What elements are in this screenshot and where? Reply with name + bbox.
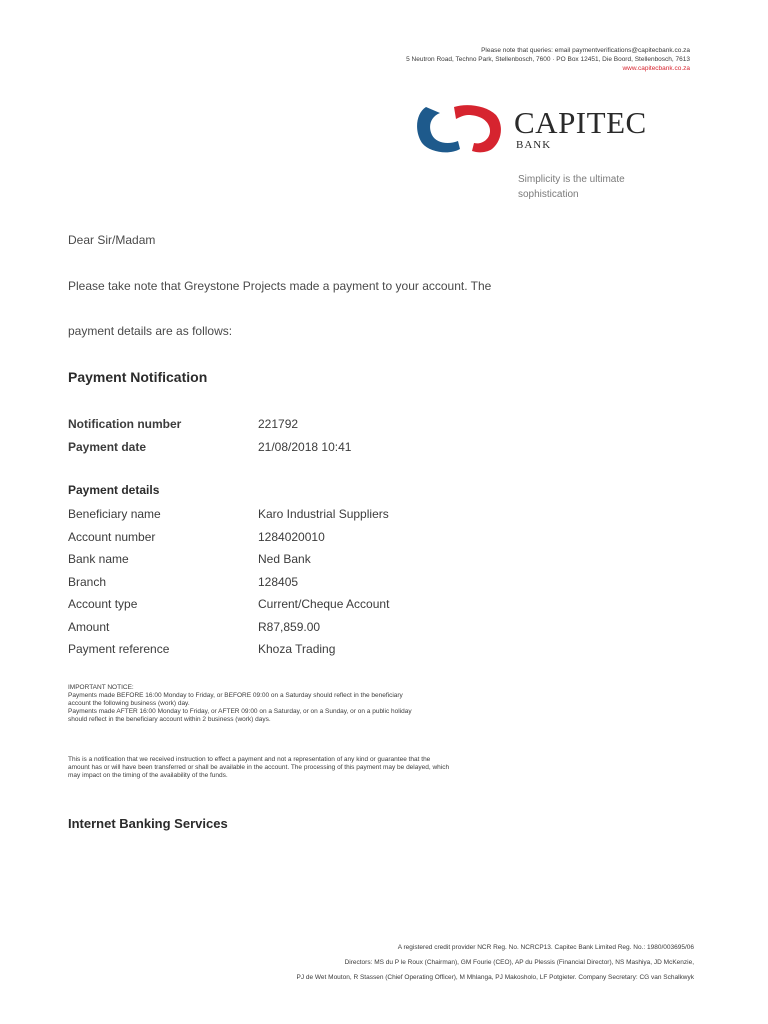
detail-row xyxy=(68,548,628,571)
internet-banking-services-title: Internet Banking Services xyxy=(68,816,228,831)
header-website-link[interactable]: www.capitecbank.co.za xyxy=(622,65,690,72)
amount-label: Amount xyxy=(68,619,110,634)
payment-date-value: 21/08/2018 10:41 xyxy=(258,439,352,454)
branch-label: Branch xyxy=(68,574,107,589)
notification-row xyxy=(68,436,628,459)
capitec-logo xyxy=(414,101,704,159)
account-type-value: Current/Cheque Account xyxy=(258,597,390,611)
beneficiary-name-value: Karo Industrial Suppliers xyxy=(258,507,389,521)
tagline: Simplicity is the ultimate sophistication xyxy=(518,174,625,200)
notification-row xyxy=(68,413,628,436)
account-number-label: Account number xyxy=(68,529,156,544)
detail-row xyxy=(68,526,628,549)
intro-line-1: Please take note that Greystone Projects made a payment to your account. The xyxy=(68,279,492,293)
detail-row xyxy=(68,503,628,526)
detail-row xyxy=(68,593,628,616)
important-notice-line: account the following business (work) day. xyxy=(68,700,190,707)
payment-details-title: Payment details xyxy=(68,483,160,497)
logo-wordmark: CAPITEC xyxy=(514,105,647,140)
payment-notification-title: Payment Notification xyxy=(68,369,208,385)
disclaimer xyxy=(68,756,688,780)
header-contact xyxy=(270,46,690,73)
important-notice-line: Payments made BEFORE 16:00 Monday to Friday, or BEFORE 09:00 on a Saturday should reflect in the beneficiary xyxy=(68,692,403,699)
detail-row xyxy=(68,571,628,594)
footer-legal xyxy=(74,940,694,985)
footer-line: PJ de Wet Mouton, R Stassen (Chief Operating Officer), M Mhlanga, PJ Makosholo, LF Potgieter. Company Secretary: CG van Schalkwyk xyxy=(296,974,694,981)
beneficiary-name-label: Beneficiary name xyxy=(68,507,161,521)
logo-subtitle: BANK xyxy=(516,139,552,151)
disclaimer-line: may impact on the timing of the availability of the funds. xyxy=(68,772,228,779)
important-notice-heading: IMPORTANT NOTICE: xyxy=(68,684,134,691)
capitec-logo-mark-icon xyxy=(414,101,504,156)
payment-details-table xyxy=(68,503,628,661)
bank-name-value: Ned Bank xyxy=(258,552,311,566)
footer-line: Directors: MS du P le Roux (Chairman), GM Fourie (CEO), AP du Plessis (Financial Director), NS Mashiya, JD McKenzie, xyxy=(344,959,694,966)
header-contact-line: Please note that queries: email paymentverifications@capitecbank.co.za xyxy=(481,47,690,54)
important-notice-line: should reflect in the beneficiary account within 2 business (work) days. xyxy=(68,716,271,723)
salutation: Dear Sir/Madam xyxy=(68,233,156,247)
bank-name-label: Bank name xyxy=(68,552,129,566)
disclaimer-line: This is a notification that we received instruction to effect a payment and not a representation of any kind or guarantee that the xyxy=(68,756,431,763)
footer-line: A registered credit provider NCR Reg. No. NCRCP13. Capitec Bank Limited Reg. No.: 1980/003695/06 xyxy=(397,944,694,951)
account-type-label: Account type xyxy=(68,597,138,611)
amount-value: R87,859.00 xyxy=(258,619,321,634)
branch-value: 128405 xyxy=(258,574,299,589)
notification-number-label: Notification number xyxy=(68,417,182,431)
intro-line-2: payment details are as follows: xyxy=(68,324,233,338)
notification-number-value: 221792 xyxy=(258,417,299,431)
disclaimer-line: amount has or will have been transferred or shall be available in the account. The processing of this payment may be delayed, which xyxy=(68,764,450,771)
account-number-value: 1284020010 xyxy=(258,529,325,544)
payment-reference-value: Khoza Trading xyxy=(258,642,336,656)
payment-date-label: Payment date xyxy=(68,439,147,454)
detail-row xyxy=(68,638,628,661)
notification-info xyxy=(68,413,628,458)
header-address-line: 5 Neutron Road, Techno Park, Stellenbosch, 7600 · PO Box 12451, Die Boord, Stellenbosch, 7613 xyxy=(406,56,690,63)
important-notice-line: Payments made AFTER 16:00 Monday to Friday, or AFTER 09:00 on a Saturday, or on a Sunday, or on a public holiday xyxy=(68,708,412,715)
detail-row xyxy=(68,616,628,639)
important-notice xyxy=(68,684,688,724)
payment-reference-label: Payment reference xyxy=(68,642,170,656)
